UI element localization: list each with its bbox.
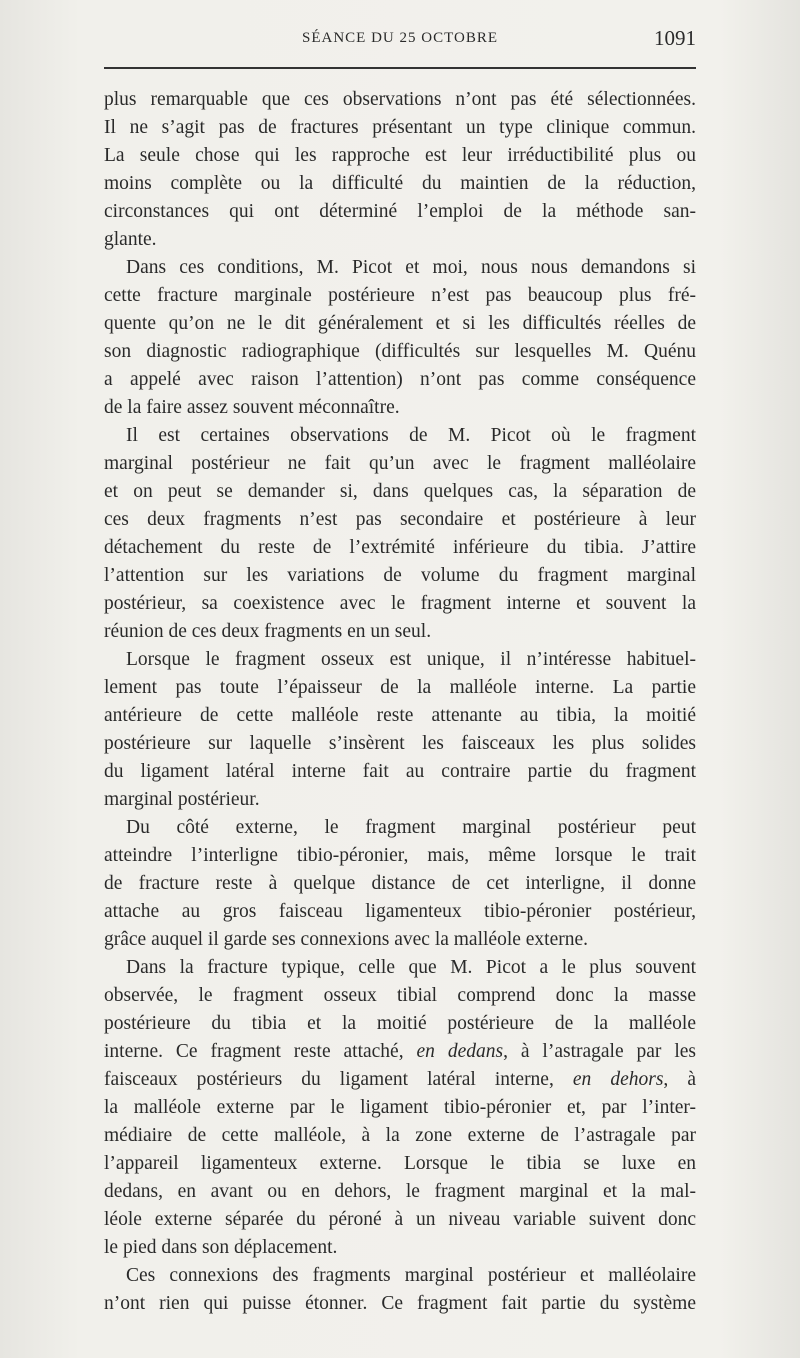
text-line: n’ont rien qui puisse étonner. Ce fragment fait partie du système bbox=[104, 1293, 696, 1314]
text-line: circonstances qui ont déterminé l’emploi de la méthode san- bbox=[104, 201, 696, 222]
text-line: médiaire de cette malléole, à la zone externe de l’astragale par bbox=[104, 1125, 696, 1146]
running-head bbox=[104, 26, 696, 52]
text-segment: , à bbox=[663, 1069, 696, 1090]
text-line: le pied dans son déplacement. bbox=[104, 1237, 338, 1258]
text-line: lement pas toute l’épaisseur de la malléole interne. La partie bbox=[104, 677, 696, 698]
text-line: détachement du reste de l’extrémité inférieure du tibia. J’attire bbox=[104, 537, 696, 558]
text-line: glante. bbox=[104, 229, 157, 250]
text-line: a appelé avec raison l’attention) n’ont pas comme conséquence bbox=[104, 369, 696, 390]
text-line: Lorsque le fragment osseux est unique, il n’intéresse habituel- bbox=[126, 649, 696, 670]
text-line: l’attention sur les variations de volume du fragment marginal bbox=[104, 565, 696, 586]
text-line: Dans la fracture typique, celle que M. Picot a le plus souvent bbox=[126, 957, 696, 978]
text-segment: interne. Ce fragment reste attaché, bbox=[104, 1041, 417, 1062]
text-line: Du côté externe, le fragment marginal postérieur peut bbox=[126, 817, 696, 838]
text-line: de la faire assez souvent méconnaître. bbox=[104, 397, 400, 418]
italic-phrase: en dedans bbox=[416, 1041, 504, 1062]
text-line: du ligament latéral interne fait au contraire partie du fragment bbox=[104, 761, 696, 782]
text-line: attache au gros faisceau ligamenteux tibio-péronier postérieur, bbox=[104, 901, 696, 922]
text-line: atteindre l’interligne tibio-péronier, mais, même lorsque le trait bbox=[104, 845, 696, 866]
text-line: Dans ces conditions, M. Picot et moi, nous nous demandons si bbox=[126, 257, 696, 278]
text-segment: faisceaux postérieurs du ligament latéral interne, bbox=[104, 1069, 573, 1090]
text-line: observée, le fragment osseux tibial comprend donc la masse bbox=[104, 985, 696, 1006]
text-line: plus remarquable que ces observations n’ont pas été sélectionnées. bbox=[104, 89, 696, 110]
text-line: cette fracture marginale postérieure n’est pas beaucoup plus fré- bbox=[104, 285, 696, 306]
text-line: et on peut se demander si, dans quelques cas, la séparation de bbox=[104, 481, 696, 502]
body-text bbox=[104, 86, 696, 1318]
text-line: réunion de ces deux fragments en un seul. bbox=[104, 621, 432, 642]
text-line: son diagnostic radiographique (difficultés sur lesquelles M. Quénu bbox=[104, 341, 696, 362]
text-line bbox=[104, 1038, 696, 1066]
text-line: grâce auquel il garde ses connexions avec la malléole externe. bbox=[104, 929, 589, 950]
text-line: La seule chose qui les rapproche est leur irréductibilité plus ou bbox=[104, 145, 696, 166]
text-line bbox=[104, 1066, 696, 1094]
page-number: 1091 bbox=[654, 26, 696, 50]
text-line: de fracture reste à quelque distance de cet interligne, il donne bbox=[104, 873, 696, 894]
text-line: la malléole externe par le ligament tibio-péronier et, par l’inter- bbox=[104, 1097, 696, 1118]
text-line: dedans, en avant ou en dehors, le fragment marginal et la mal- bbox=[104, 1181, 696, 1202]
text-line: Ces connexions des fragments marginal postérieur et malléolaire bbox=[126, 1265, 696, 1286]
italic-phrase: en dehors bbox=[572, 1069, 664, 1090]
text-line: l’appareil ligamenteux externe. Lorsque le tibia se luxe en bbox=[104, 1153, 696, 1174]
text-line: marginal postérieur ne fait qu’un avec le fragment malléolaire bbox=[104, 453, 696, 474]
text-line: Il est certaines observations de M. Picot où le fragment bbox=[126, 425, 696, 446]
running-title: SÉANCE DU 25 OCTOBRE bbox=[302, 30, 498, 46]
text-line: quente qu’on ne le dit généralement et si les difficultés réelles de bbox=[104, 313, 696, 334]
text-line: postérieur, sa coexistence avec le fragment interne et souvent la bbox=[104, 593, 696, 614]
text-line: léole externe séparée du péroné à un niveau variable suivent donc bbox=[104, 1209, 696, 1230]
text-line: ces deux fragments n’est pas secondaire et postérieure à leur bbox=[104, 509, 696, 530]
header-rule bbox=[104, 67, 696, 69]
text-line: antérieure de cette malléole reste attenante au tibia, la moitié bbox=[104, 705, 696, 726]
text-line: postérieure du tibia et la moitié postérieure de la malléole bbox=[104, 1013, 696, 1034]
text-line: Il ne s’agit pas de fractures présentant un type clinique commun. bbox=[104, 117, 696, 138]
text-segment: , à l’astragale par les bbox=[503, 1041, 696, 1062]
text-line: moins complète ou la difficulté du maintien de la réduction, bbox=[104, 173, 696, 194]
text-line: marginal postérieur. bbox=[104, 789, 260, 810]
text-line: postérieure sur laquelle s’insèrent les faisceaux les plus solides bbox=[104, 733, 696, 754]
